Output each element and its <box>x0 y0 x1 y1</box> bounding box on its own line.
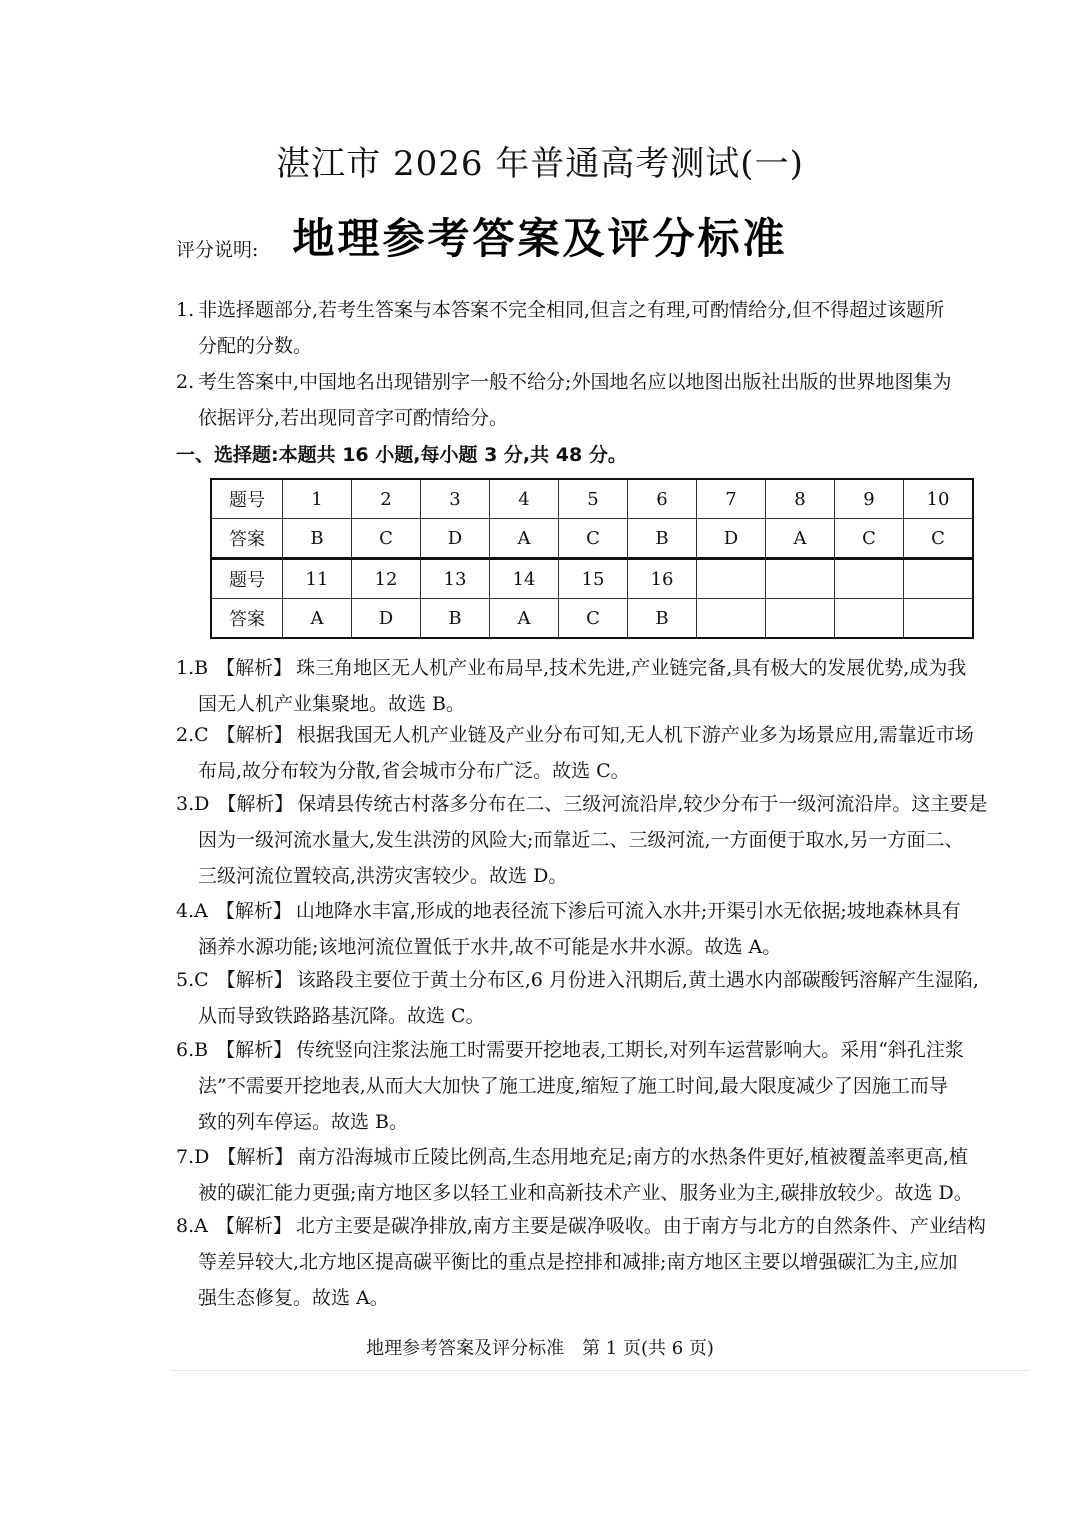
answer-cell: C <box>352 519 421 559</box>
note-number: 2. <box>176 371 195 393</box>
answer-cell: A <box>766 519 835 559</box>
question-number: 1 <box>283 479 352 519</box>
answer-cell: C <box>559 599 628 639</box>
explanation-6 <box>176 1032 1022 1140</box>
answer-cell: D <box>421 519 490 559</box>
answer-cell: C <box>904 519 974 559</box>
question-number: 14 <box>490 559 559 599</box>
explanation-line: 法”不需要开挖地表,从而大大加快了施工进度,缩短了施工时间,最大限度减少了因施工而导 <box>198 1075 948 1097</box>
explanation-line: 北方主要是碳净排放,南方主要是碳净吸收。由于南方与北方的自然条件、产业结构 <box>295 1215 986 1237</box>
analysis-tag: 【解析】 <box>216 969 293 991</box>
explanation-8 <box>176 1208 1022 1316</box>
grading-note-1 <box>176 292 1022 364</box>
empty-cell <box>904 599 974 639</box>
analysis-tag: 【解析】 <box>217 793 294 815</box>
answer-cell: A <box>283 599 352 639</box>
answer-cell: B <box>283 519 352 559</box>
section-heading-multiple-choice: 一、选择题:本题共 16 小题,每小题 3 分,共 48 分。 <box>176 444 627 466</box>
empty-cell <box>697 559 766 599</box>
explanation-line: 等差异较大,北方地区提高碳平衡比的重点是控排和减排;南方地区主要以增强碳汇为主,应加 <box>198 1251 958 1273</box>
answer-cell: A <box>490 599 559 639</box>
empty-cell <box>835 559 904 599</box>
question-number: 4 <box>490 479 559 519</box>
explanation-2 <box>176 717 1022 789</box>
question-number: 7 <box>697 479 766 519</box>
empty-cell <box>766 559 835 599</box>
answer-cell: B <box>628 519 697 559</box>
question-number: 8 <box>766 479 835 519</box>
empty-cell <box>835 599 904 639</box>
answer-cell: A <box>490 519 559 559</box>
row-label: 答案 <box>211 519 283 559</box>
question-label: 1.B <box>176 657 209 679</box>
analysis-tag: 【解析】 <box>216 657 293 679</box>
explanation-line: 根据我国无人机产业链及产业分布可知,无人机下游产业多为场景应用,需靠近市场 <box>296 724 974 746</box>
exam-subtitle: 湛江市 2026 年普通高考测试(一) <box>276 144 804 184</box>
analysis-tag: 【解析】 <box>216 1039 293 1061</box>
question-number: 15 <box>559 559 628 599</box>
question-number-row <box>211 479 973 519</box>
explanation-line: 被的碳汇能力更强;南方地区多以轻工业和高新技术产业、服务业为主,碳排放较少。故选 D。 <box>198 1182 973 1204</box>
answer-cell: D <box>352 599 421 639</box>
row-label: 题号 <box>211 559 283 599</box>
explanation-line: 该路段主要位于黄土分布区,6 月份进入汛期后,黄土遇水内部碳酸钙溶解产生湿陷, <box>296 969 979 991</box>
explanation-5 <box>176 962 1022 1034</box>
explanation-line: 因为一级河流水量大,发生洪涝的风险大;而靠近二、三级河流,一方面便于取水,另一方面二、 <box>198 829 964 851</box>
question-label: 5.C <box>176 969 209 991</box>
question-number: 3 <box>421 479 490 519</box>
empty-cell <box>766 599 835 639</box>
explanation-line: 布局,故分布较为分散,省会城市分布广泛。故选 C。 <box>198 760 630 782</box>
question-label: 6.B <box>176 1039 209 1061</box>
question-number: 6 <box>628 479 697 519</box>
question-number: 2 <box>352 479 421 519</box>
row-label: 题号 <box>211 479 283 519</box>
row-label: 答案 <box>211 599 283 639</box>
answer-cell: C <box>835 519 904 559</box>
analysis-tag: 【解析】 <box>216 724 293 746</box>
note-number: 1. <box>176 299 195 321</box>
question-number: 10 <box>904 479 974 519</box>
empty-cell <box>904 559 974 599</box>
analysis-tag: 【解析】 <box>215 1215 292 1237</box>
answer-cell: B <box>421 599 490 639</box>
question-label: 3.D <box>176 793 210 815</box>
explanation-line: 传统竖向注浆法施工时需要开挖地表,工期长,对列车运营影响大。采用“斜孔注浆 <box>296 1039 964 1061</box>
question-number: 12 <box>352 559 421 599</box>
question-label: 7.D <box>176 1146 210 1168</box>
explanation-line: 保靖县传统古村落多分布在二、三级河流沿岸,较少分布于一级河流沿岸。这主要是 <box>297 793 988 815</box>
question-number-row <box>211 559 973 599</box>
answer-cell: C <box>559 519 628 559</box>
explanation-line: 从而导致铁路路基沉降。故选 C。 <box>198 1005 485 1027</box>
answer-cell: D <box>697 519 766 559</box>
question-number: 11 <box>283 559 352 599</box>
page-title: 地理参考答案及评分标准 <box>292 214 788 263</box>
footer-divider <box>170 1370 1030 1371</box>
note-line: 分配的分数。 <box>198 335 313 357</box>
question-number: 16 <box>628 559 697 599</box>
explanation-line: 涵养水源功能;该地河流位置低于水井,故不可能是水井水源。故选 A。 <box>198 936 782 958</box>
explanation-line: 致的列车停运。故选 B。 <box>198 1111 409 1133</box>
explanation-line: 珠三角地区无人机产业布局早,技术先进,产业链完备,具有极大的发展优势,成为我 <box>296 657 967 679</box>
question-number: 5 <box>559 479 628 519</box>
explanation-4 <box>176 893 1022 965</box>
grading-notes-heading: 评分说明: <box>176 239 259 261</box>
analysis-tag: 【解析】 <box>217 1146 294 1168</box>
explanation-7 <box>176 1139 1022 1211</box>
answer-table <box>210 478 974 639</box>
note-line: 考生答案中,中国地名出现错别字一般不给分;外国地名应以地图出版社出版的世界地图集为 <box>198 371 952 393</box>
explanation-line: 南方沿海城市丘陵比例高,生态用地充足;南方的水热条件更好,植被覆盖率更高,植 <box>297 1146 968 1168</box>
explanation-line: 山地降水丰富,形成的地表径流下渗后可流入水井;开渠引水无依据;坡地森林具有 <box>295 900 961 922</box>
explanation-line: 国无人机产业集聚地。故选 B。 <box>198 693 466 715</box>
question-label: 2.C <box>176 724 209 746</box>
question-label: 4.A <box>176 900 208 922</box>
answer-cell: B <box>628 599 697 639</box>
analysis-tag: 【解析】 <box>215 900 292 922</box>
question-number: 13 <box>421 559 490 599</box>
explanation-1 <box>176 650 1022 722</box>
explanation-3 <box>176 786 1022 894</box>
grading-note-2 <box>176 364 1022 436</box>
empty-cell <box>697 599 766 639</box>
explanation-line: 三级河流位置较高,洪涝灾害较少。故选 D。 <box>198 865 568 887</box>
question-label: 8.A <box>176 1215 208 1237</box>
page-footer: 地理参考答案及评分标准 第 1 页(共 6 页) <box>366 1338 714 1359</box>
note-line: 非选择题部分,若考生答案与本答案不完全相同,但言之有理,可酌情给分,但不得超过该题所 <box>198 299 945 321</box>
answer-row <box>211 599 973 639</box>
note-line: 依据评分,若出现同音字可酌情给分。 <box>198 407 509 429</box>
question-number: 9 <box>835 479 904 519</box>
explanation-line: 强生态修复。故选 A。 <box>198 1287 389 1309</box>
answer-row <box>211 519 973 559</box>
